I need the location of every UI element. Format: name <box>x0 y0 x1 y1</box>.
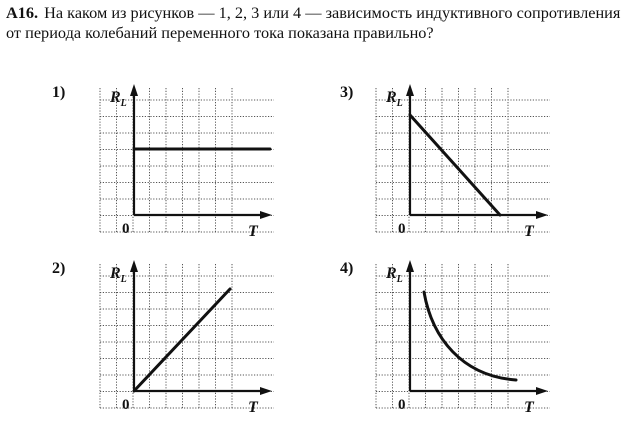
grid <box>100 88 274 232</box>
x-axis-label: T <box>524 223 534 240</box>
question <box>6 3 634 43</box>
y-axis-arrow <box>406 260 414 272</box>
graph-3 <box>366 82 556 240</box>
grid <box>376 88 550 232</box>
origin-label: 0 <box>122 221 130 237</box>
question-text: На каком из рисунков — 1, 2, 3 или 4 — зависимость индуктивного сопротивления от периода колебаний переменного тока показана правильно? <box>6 3 621 42</box>
graph-2 <box>90 258 280 416</box>
y-axis-label: $R_L$ <box>386 89 403 109</box>
panel-label-3: 3) <box>340 84 354 101</box>
y-axis-label: $R_L$ <box>110 89 127 109</box>
panel-label-1: 1) <box>52 84 66 101</box>
origin-label: 0 <box>398 397 406 413</box>
panel-label-2: 2) <box>52 260 66 277</box>
x-axis-arrow <box>260 211 272 219</box>
graph-4 <box>366 258 556 416</box>
y-axis-label: $R_L$ <box>386 265 403 285</box>
origin-label: 0 <box>398 221 406 237</box>
x-axis-arrow <box>536 387 548 395</box>
x-axis-arrow <box>260 387 272 395</box>
grid <box>376 264 550 408</box>
question-number: A16. <box>6 3 39 22</box>
graph-line <box>410 115 500 215</box>
panel-label-4: 4) <box>340 260 354 277</box>
origin-label: 0 <box>122 397 130 413</box>
x-axis-label: T <box>248 223 258 240</box>
y-axis-arrow <box>130 84 138 96</box>
x-axis-arrow <box>536 211 548 219</box>
y-axis-label: $R_L$ <box>110 265 127 285</box>
y-axis-arrow <box>406 84 414 96</box>
graph-line <box>424 292 516 380</box>
y-axis-arrow <box>130 260 138 272</box>
graph-1 <box>90 82 280 240</box>
x-axis-label: T <box>524 399 534 416</box>
x-axis-label: T <box>248 399 258 416</box>
